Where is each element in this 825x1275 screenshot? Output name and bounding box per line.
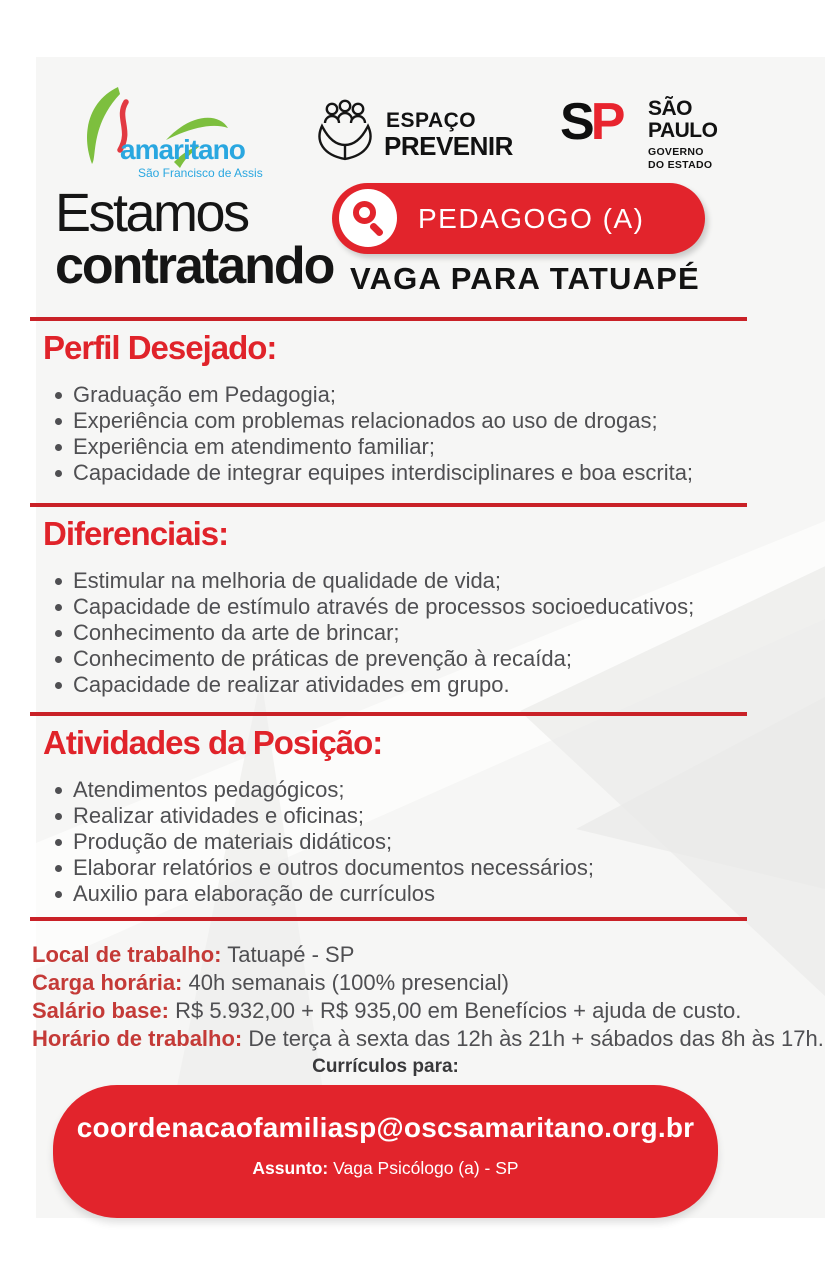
espaco-label: ESPAÇO: [386, 109, 477, 132]
detail-row-carga: Carga horária: 40h semanais (100% presencial): [32, 970, 509, 995]
email-address: coordenacaofamiliasp@oscsamaritano.org.br: [76, 1112, 695, 1143]
list-item: Experiência em atendimento familiar;: [55, 434, 693, 460]
list-item: Atendimentos pedagógicos;: [55, 777, 594, 803]
cv-instruction-label: Currículos para:: [312, 1056, 459, 1077]
list-item: Capacidade de realizar atividades em grupo.: [55, 672, 694, 698]
people-hands-icon: [314, 99, 376, 163]
divider-line: [30, 917, 747, 921]
sao-paulo-gov-logo: [560, 93, 775, 186]
divider-line: [30, 317, 747, 321]
sp-monogram-icon: SP: [560, 93, 622, 151]
list-item: Auxilio para elaboração de currículos: [55, 881, 594, 907]
hiring-headline-line1: Estamos: [55, 183, 248, 243]
detail-row-horario: Horário de trabalho: De terça à sexta das 12h às 21h + sábados das 8h às 17h.: [32, 1026, 824, 1051]
hiring-headline-line2: contratando: [55, 237, 334, 295]
list-item: Estimular na melhoria de qualidade de vida;: [55, 568, 694, 594]
diferenciais-list: [55, 568, 694, 698]
samaritano-logo: [78, 84, 318, 184]
governo-do-estado-label: GOVERNO DO ESTADO: [648, 146, 713, 172]
atividades-list: [55, 777, 594, 907]
divider-line: [30, 712, 747, 716]
section-title-atividades: Atividades da Posição:: [43, 724, 383, 761]
list-item: Graduação em Pedagogia;: [55, 382, 693, 408]
list-item: Capacidade de integrar equipes interdisciplinares e boa escrita;: [55, 460, 693, 486]
position-title: PEDAGOGO (A): [418, 203, 645, 234]
section-title-diferenciais: Diferenciais:: [43, 515, 229, 552]
section-title-perfil: Perfil Desejado:: [43, 329, 277, 366]
samaritano-wordmark: amaritano: [120, 134, 245, 165]
sao-paulo-wordmark: SÃO PAULO: [648, 97, 718, 143]
list-item: Conhecimento de práticas de prevenção à recaída;: [55, 646, 694, 672]
email-subject: Assunto: Vaga Psicólogo (a) - SP: [252, 1158, 519, 1178]
vacancy-location-title: VAGA PARA TATUAPÉ: [350, 261, 700, 296]
samaritano-subtitle: São Francisco de Assis: [138, 166, 263, 180]
list-item: Experiência com problemas relacionados ao uso de drogas;: [55, 408, 693, 434]
list-item: Capacidade de estímulo através de processos socioeducativos;: [55, 594, 694, 620]
list-item: Elaborar relatórios e outros documentos necessários;: [55, 855, 594, 881]
list-item: Realizar atividades e oficinas;: [55, 803, 594, 829]
detail-row-salario: Salário base: R$ 5.932,00 + R$ 935,00 em Benefícios + ajuda de custo.: [32, 998, 742, 1023]
espaco-prevenir-logo: [314, 97, 513, 169]
perfil-list: [55, 382, 693, 486]
divider-line: [30, 503, 747, 507]
list-item: Conhecimento da arte de brincar;: [55, 620, 694, 646]
position-pill: [332, 183, 705, 254]
search-icon: [339, 189, 397, 247]
list-item: Produção de materiais didáticos;: [55, 829, 594, 855]
prevenir-label: PREVENIR: [384, 131, 513, 161]
detail-row-local: Local de trabalho: Tatuapé - SP: [32, 942, 355, 967]
email-pill: [53, 1085, 718, 1218]
job-details: [32, 941, 824, 1053]
